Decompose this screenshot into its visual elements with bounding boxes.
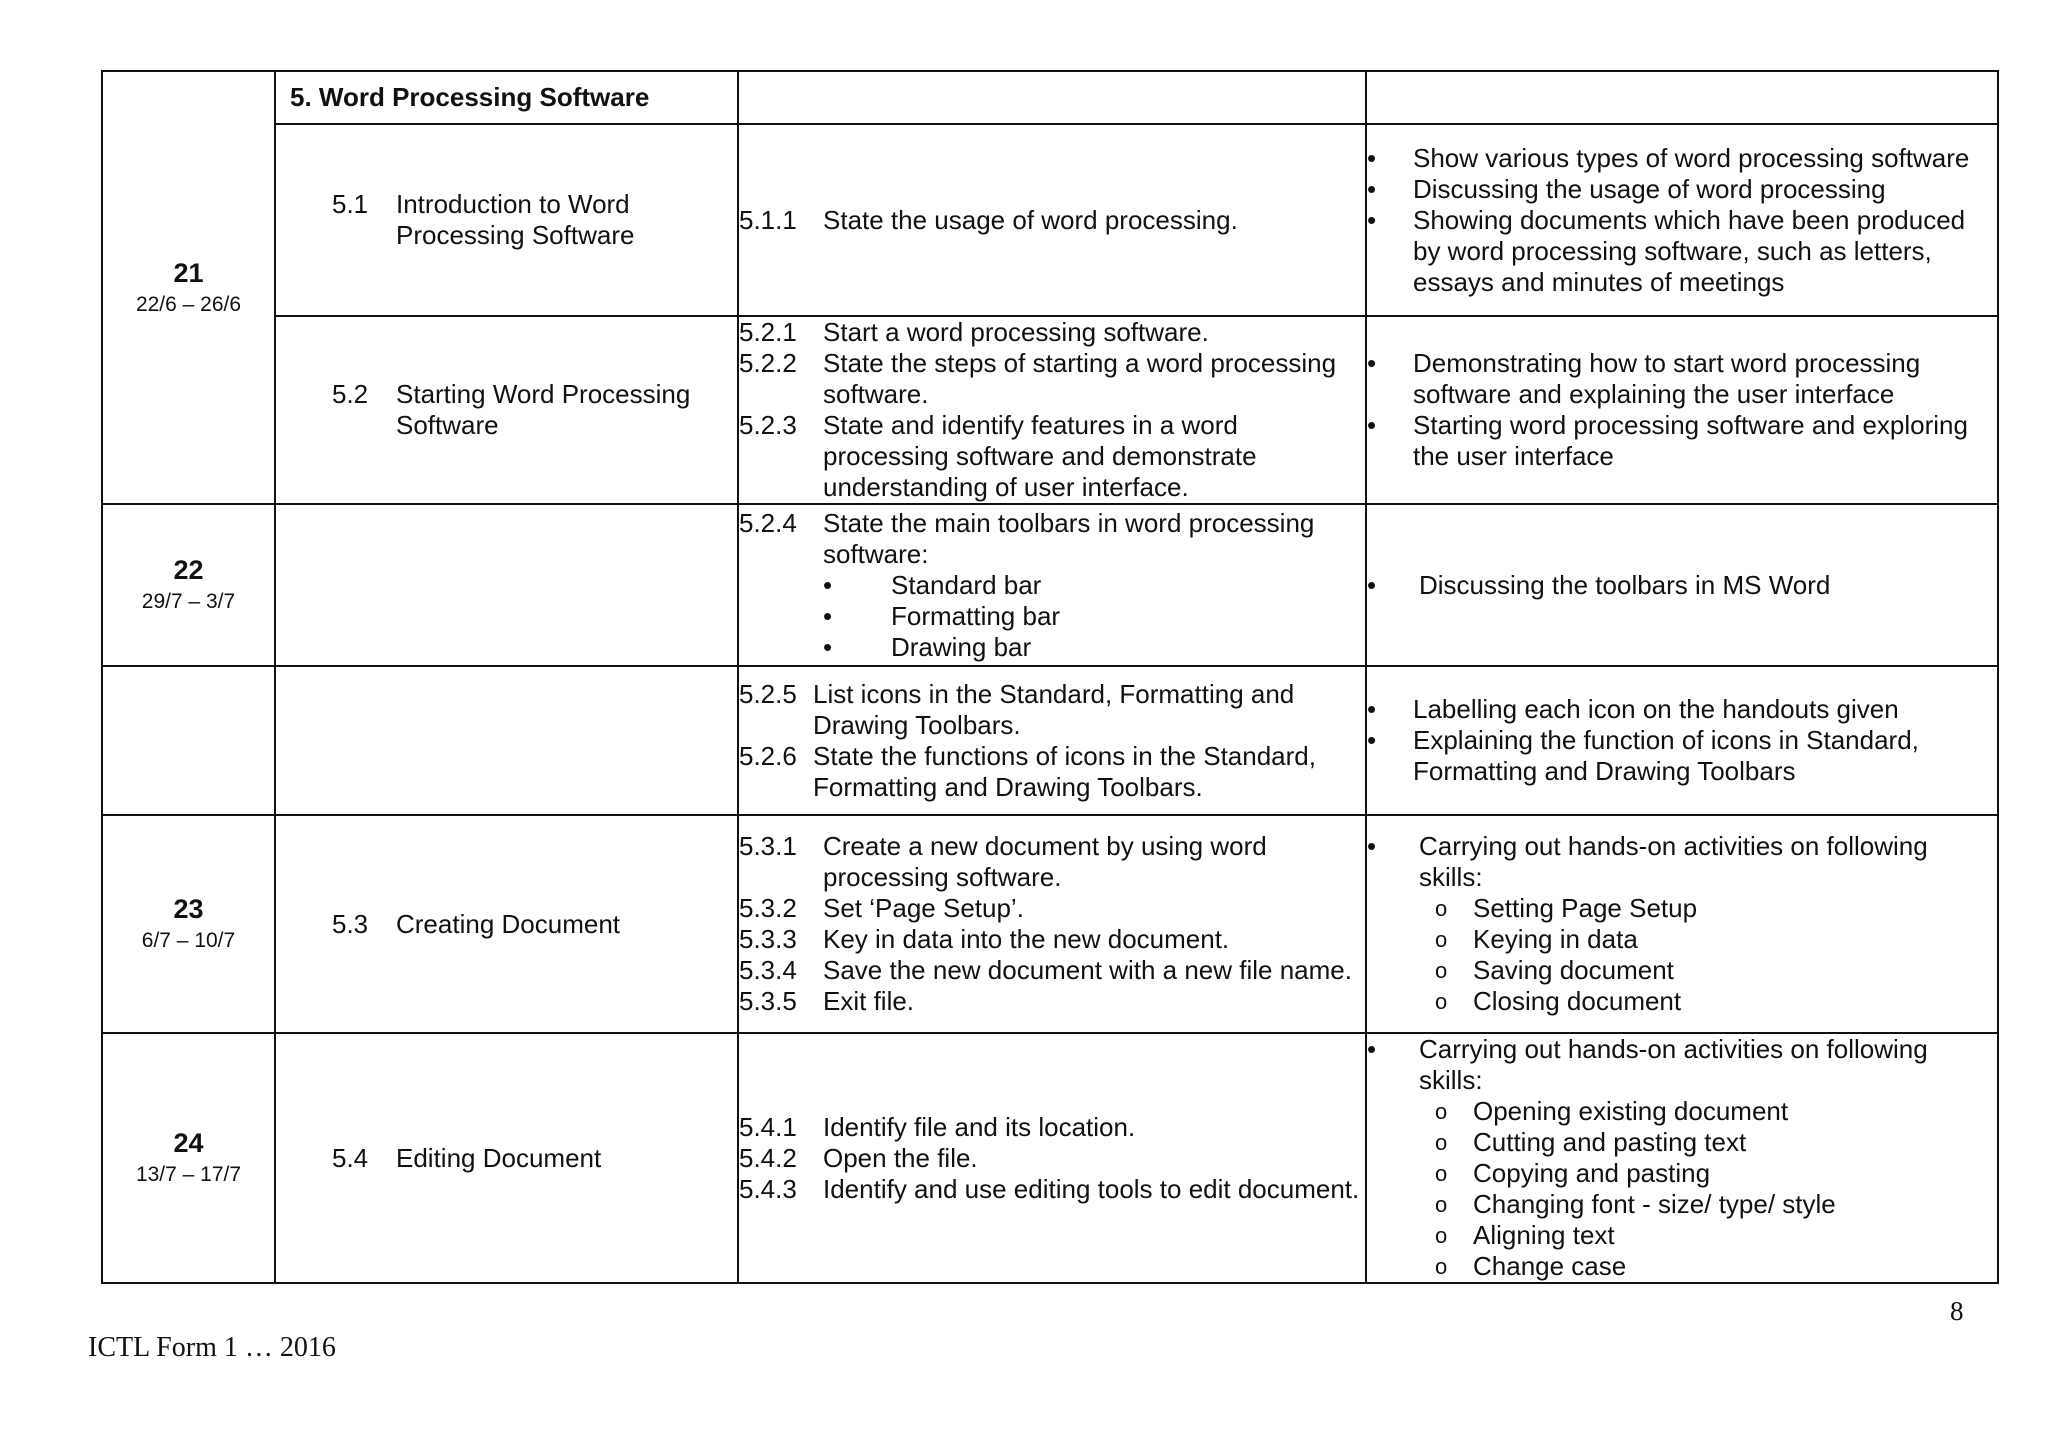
outcome-number: 5.3.3 — [739, 924, 797, 954]
outcome-number: 5.1.1 — [739, 204, 797, 235]
outcomes-cell — [738, 124, 1366, 316]
skill-item: Keying in data — [1473, 924, 1638, 954]
skill-item: Change case — [1473, 1251, 1627, 1281]
bullet-icon: • — [823, 631, 833, 662]
week-dates: 13/7 – 17/7 — [135, 1163, 242, 1186]
outcome-number: 5.2.3 — [739, 410, 797, 440]
topic-cell — [275, 815, 738, 1033]
topic-cell — [275, 316, 738, 504]
table-row — [102, 666, 1998, 815]
outcome-number: 5.2.5 — [739, 678, 797, 709]
week-number: 21 — [173, 257, 204, 288]
activity-text: Discussing the usage of word processing — [1413, 173, 1886, 204]
toolbar-item: Formatting bar — [891, 600, 1061, 631]
bullet-icon: • — [1367, 204, 1377, 235]
circle-bullet-icon: o — [1435, 1223, 1448, 1248]
activities-cell — [1366, 815, 1998, 1033]
skill-item: Setting Page Setup — [1473, 893, 1698, 923]
bullet-icon: • — [1367, 831, 1377, 861]
circle-bullet-icon: o — [1435, 958, 1448, 983]
table-row — [102, 71, 1998, 124]
activities-cell — [1366, 1033, 1998, 1283]
circle-bullet-icon: o — [1435, 989, 1448, 1014]
outcome-number: 5.3.5 — [739, 986, 797, 1016]
table-row — [102, 316, 1998, 504]
topic-title: Creating Document — [396, 908, 620, 939]
bullet-icon: • — [1367, 173, 1377, 204]
circle-bullet-icon: o — [1435, 927, 1448, 952]
bullet-icon: • — [823, 569, 833, 600]
topic-title: Editing Document — [396, 1142, 602, 1173]
outcome-text: State the main toolbars in word processing software: — [823, 507, 1315, 569]
outcome-text: Set ‘Page Setup’. — [823, 893, 1024, 923]
outcome-number: 5.3.2 — [739, 893, 797, 923]
outcome-number: 5.2.6 — [739, 740, 797, 771]
week-dates: 29/7 – 3/7 — [141, 590, 236, 613]
activity-text: Carrying out hands-on activities on following skills: — [1419, 831, 1928, 892]
outcome-number: 5.2.2 — [739, 348, 797, 378]
activities-cell — [1366, 316, 1998, 504]
week-number: 24 — [173, 1128, 204, 1158]
outcomes-cell — [738, 815, 1366, 1033]
outcome-text: State the steps of starting a word processing software. — [823, 348, 1337, 409]
bullet-icon: • — [823, 600, 833, 631]
bullet-icon: • — [1367, 410, 1377, 440]
outcome-text: Create a new document by using word processing software. — [823, 831, 1267, 892]
page-number: 8 — [1950, 1296, 1964, 1326]
outcome-text: Open the file. — [823, 1142, 978, 1173]
outcome-number: 5.2.4 — [739, 507, 797, 538]
activity-text: Labelling each icon on the handouts given — [1413, 694, 1899, 724]
week-cell — [102, 1033, 275, 1283]
outcome-number: 5.3.4 — [739, 955, 797, 985]
activity-text: Showing documents which have been produced by word processing software, such as letters, essays and minutes of meetings — [1413, 204, 1966, 297]
outcomes-cell — [738, 666, 1366, 815]
activity-text: Carrying out hands-on activities on following skills: — [1419, 1034, 1928, 1095]
circle-bullet-icon: o — [1435, 1161, 1448, 1186]
bullet-icon: • — [1367, 142, 1377, 173]
topic-number: 5.2 — [332, 379, 369, 409]
circle-bullet-icon: o — [1435, 1254, 1448, 1279]
week-number: 22 — [173, 555, 204, 585]
outcome-number: 5.2.1 — [739, 317, 797, 347]
week-dates: 6/7 – 10/7 — [141, 929, 236, 952]
circle-bullet-icon: o — [1435, 1192, 1448, 1217]
toolbar-item: Drawing bar — [891, 631, 1032, 662]
topic-cell — [275, 1033, 738, 1283]
topic-number: 5.3 — [332, 908, 369, 939]
outcome-text: List icons in the Standard, Formatting and Drawing Toolbars. — [813, 678, 1295, 740]
activity-text: Show various types of word processing software — [1413, 142, 1970, 173]
week-cell — [102, 71, 275, 504]
scheme-of-work-table — [101, 70, 1999, 1284]
outcome-text: Identify and use editing tools to edit document. — [823, 1173, 1360, 1204]
circle-bullet-icon: o — [1435, 896, 1448, 921]
skill-item: Changing font - size/ type/ style — [1473, 1189, 1836, 1219]
skill-item: Aligning text — [1473, 1220, 1615, 1250]
table-row — [102, 815, 1998, 1033]
outcomes-cell — [738, 504, 1366, 666]
outcome-number: 5.3.1 — [739, 831, 797, 861]
skill-item: Cutting and pasting text — [1473, 1127, 1747, 1157]
outcome-text: Exit file. — [823, 986, 915, 1016]
table-row — [102, 124, 1998, 316]
activities-cell — [1366, 666, 1998, 815]
outcome-text: State and identify features in a word processing software and demonstrate understanding of user interface. — [823, 410, 1257, 502]
skill-item: Closing document — [1473, 986, 1682, 1016]
activity-text: Explaining the function of icons in Standard, Formatting and Drawing Toolbars — [1413, 725, 1919, 786]
table-row — [102, 504, 1998, 666]
outcome-number: 5.4.2 — [739, 1142, 797, 1173]
activity-text: Discussing the toolbars in MS Word — [1419, 569, 1831, 600]
outcome-number: 5.4.1 — [739, 1111, 797, 1142]
activities-cell — [1366, 124, 1998, 316]
bullet-icon: • — [1367, 569, 1377, 600]
outcome-text: State the usage of word processing. — [823, 204, 1238, 235]
outcome-text: Key in data into the new document. — [823, 924, 1230, 954]
circle-bullet-icon: o — [1435, 1130, 1448, 1155]
week-dates: 22/6 – 26/6 — [135, 292, 242, 316]
topic-title: Introduction to Word Processing Software — [396, 189, 635, 250]
outcome-number: 5.4.3 — [739, 1173, 797, 1204]
outcome-text: State the functions of icons in the Standard, Formatting and Drawing Toolbars. — [813, 740, 1316, 802]
topic-cell — [275, 124, 738, 316]
topic-title: Starting Word Processing Software — [396, 379, 691, 440]
outcomes-cell — [738, 1033, 1366, 1283]
activities-cell — [1366, 504, 1998, 666]
unit-title: 5. Word Processing Software — [275, 71, 738, 124]
outcome-text: Save the new document with a new file name. — [823, 955, 1352, 985]
bullet-icon: • — [1367, 694, 1377, 724]
skill-item: Saving document — [1473, 955, 1674, 985]
week-number: 23 — [173, 894, 204, 924]
skill-item: Opening existing document — [1473, 1096, 1789, 1126]
outcome-text: Start a word processing software. — [823, 317, 1209, 347]
outcomes-cell — [738, 316, 1366, 504]
topic-number: 5.1 — [332, 189, 369, 219]
bullet-icon: • — [1367, 348, 1377, 378]
bullet-icon: • — [1367, 1034, 1377, 1064]
activity-text: Demonstrating how to start word processing software and explaining the user interface — [1413, 348, 1921, 409]
outcome-text: Identify file and its location. — [823, 1111, 1136, 1142]
topic-number: 5.4 — [332, 1142, 369, 1173]
table-row — [102, 1033, 1998, 1283]
bullet-icon: • — [1367, 725, 1377, 755]
toolbar-item: Standard bar — [891, 569, 1042, 600]
circle-bullet-icon: o — [1435, 1099, 1448, 1124]
week-cell — [102, 815, 275, 1033]
activity-text: Starting word processing software and exploring the user interface — [1413, 410, 1968, 471]
week-cell — [102, 504, 275, 666]
page-footer: ICTL Form 1 … 2016 — [88, 1332, 336, 1363]
skill-item: Copying and pasting — [1473, 1158, 1711, 1188]
